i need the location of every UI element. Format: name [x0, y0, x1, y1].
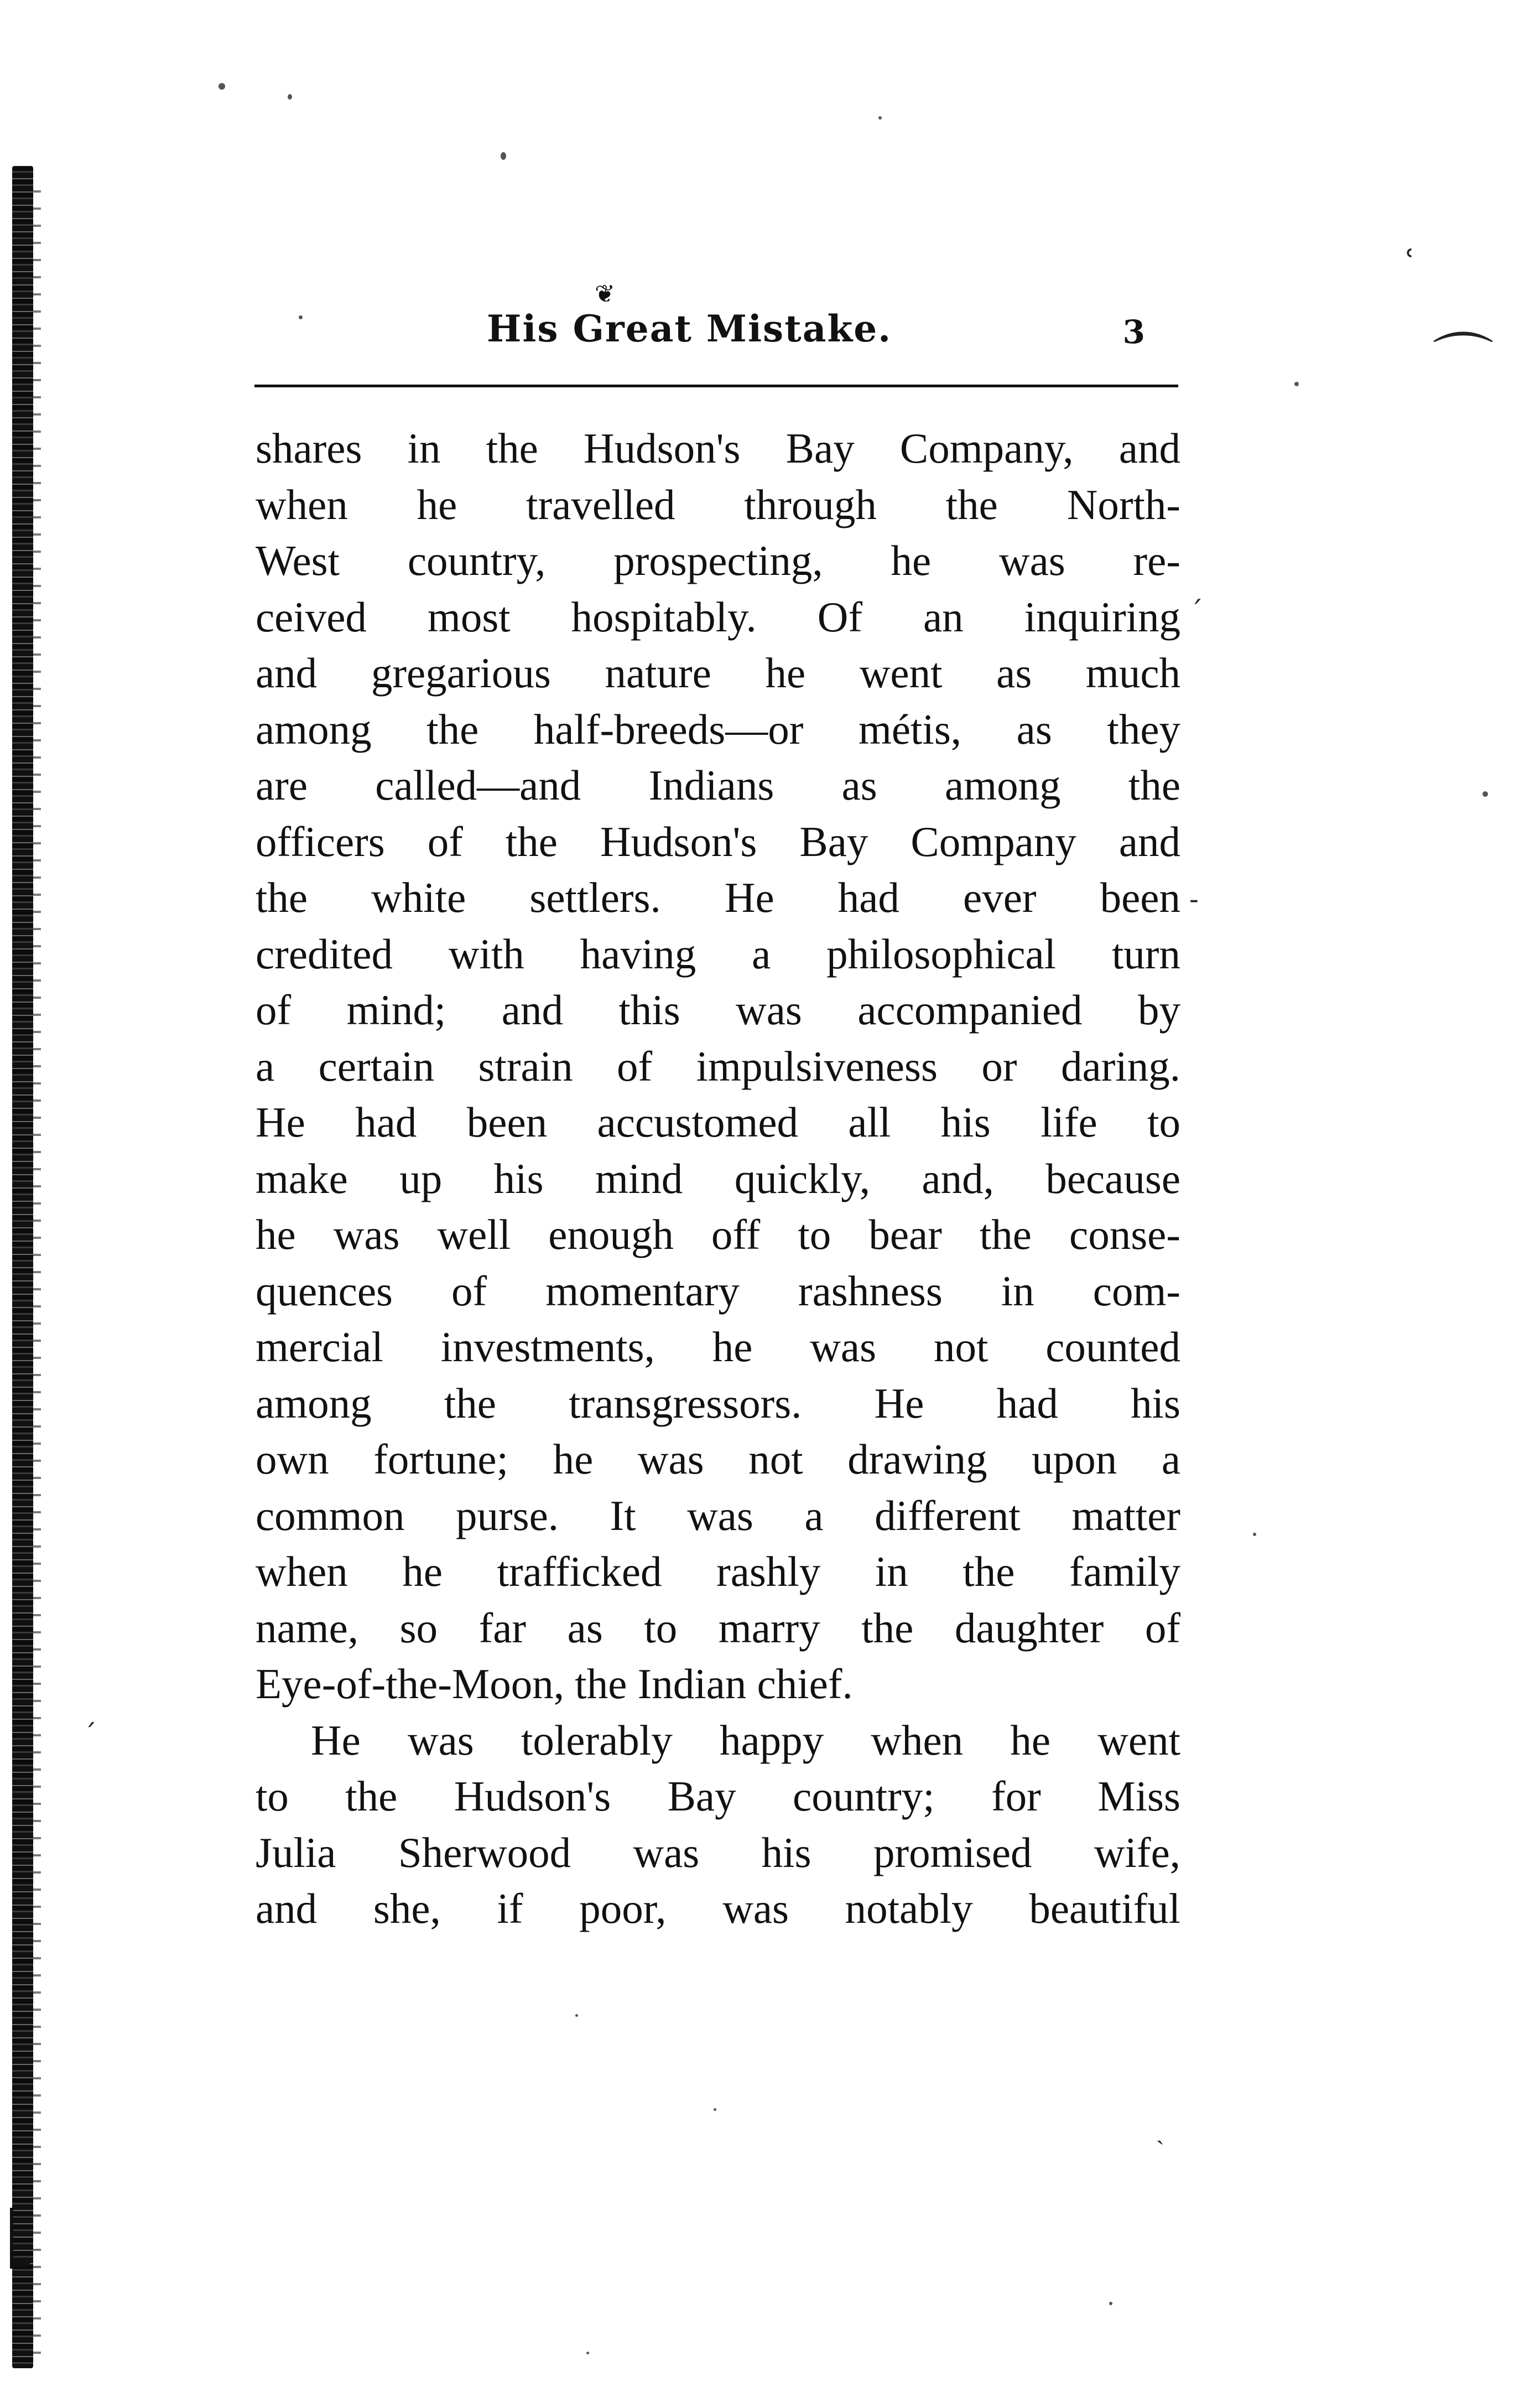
scan-speck	[1109, 2302, 1112, 2305]
text-line: Eye-of-the-Moon, the Indian chief.	[256, 1660, 853, 1708]
scan-speck	[1294, 382, 1299, 386]
stray-mark: ⌒	[1433, 327, 1494, 398]
scan-speck	[1482, 791, 1488, 797]
text-line: and gregarious nature he went as much	[256, 649, 1180, 697]
text-line: when he travelled through the North-	[256, 480, 1180, 528]
text-line: make up his mind quickly, and, because	[256, 1154, 1180, 1202]
stray-mark: ˓	[1405, 235, 1416, 274]
page-number: 3	[1122, 313, 1145, 351]
text-line: common purse. It was a different matter	[256, 1491, 1180, 1539]
stray-mark: ˊ	[83, 1719, 97, 1751]
text-line: officers of the Hudson's Bay Company and	[256, 817, 1180, 865]
text-line: ceived most hospitably. Of an inquiring	[256, 593, 1180, 641]
text-line: when he trafficked rashly in the family	[256, 1548, 1180, 1595]
paragraph-2	[256, 1713, 1180, 1937]
ornament-icon: ❦	[595, 281, 615, 308]
text-line: to the Hudson's Bay country; for Miss	[256, 1772, 1180, 1820]
running-head	[254, 281, 1184, 365]
text-line: are called—and Indians as among the	[256, 761, 1180, 809]
text-line: Julia Sherwood was his promised wife,	[256, 1828, 1180, 1876]
paragraph-1	[256, 421, 1180, 1713]
text-line: name, so far as to marry the daughter of	[256, 1604, 1180, 1652]
stray-mark: ´	[1189, 595, 1203, 627]
text-line: among the half-breeds—or métis, as they	[256, 705, 1180, 753]
header-rule	[254, 385, 1178, 387]
scan-speck	[878, 116, 882, 120]
scan-speck	[1253, 1533, 1256, 1536]
text-line: and she, if poor, was notably beautiful	[256, 1885, 1180, 1932]
text-line: He was tolerably happy when he went	[311, 1716, 1180, 1764]
binding-mark	[10, 2208, 13, 2269]
scan-speck	[714, 2108, 716, 2111]
running-title: His Great Mistake.	[487, 307, 892, 350]
text-line: credited with having a philosophical turn	[256, 930, 1180, 978]
text-line: He had been accustomed all his life to	[256, 1098, 1180, 1146]
binding-edge	[12, 166, 33, 2368]
text-line: of mind; and this was accompanied by	[256, 986, 1180, 1034]
stray-mark: -	[1189, 883, 1199, 915]
text-line: he was well enough off to bear the conse-	[256, 1211, 1180, 1258]
text-line: quences of momentary rashness in com-	[256, 1267, 1180, 1315]
text-line: West country, prospecting, he was re-	[256, 537, 1180, 584]
scan-speck	[218, 83, 225, 90]
text-line: own fortune; he was not drawing upon a	[256, 1435, 1180, 1483]
text-line: among the transgressors. He had his	[256, 1379, 1180, 1427]
body-text	[256, 421, 1180, 1937]
scan-speck	[288, 94, 292, 100]
text-line: a certain strain of impulsiveness or daring.	[256, 1042, 1180, 1090]
text-line: mercial investments, he was not counted	[256, 1323, 1180, 1371]
text-line: the white settlers. He had ever been	[256, 874, 1180, 921]
stray-mark: ˏ	[1156, 2117, 1164, 2145]
binding-mark-foot	[10, 2263, 30, 2266]
scan-speck	[586, 2352, 589, 2354]
text-line: shares in the Hudson's Bay Company, and	[256, 424, 1180, 472]
binding-edge-shadow	[33, 183, 41, 2357]
scan-speck	[501, 152, 506, 160]
scan-speck	[575, 2014, 578, 2017]
